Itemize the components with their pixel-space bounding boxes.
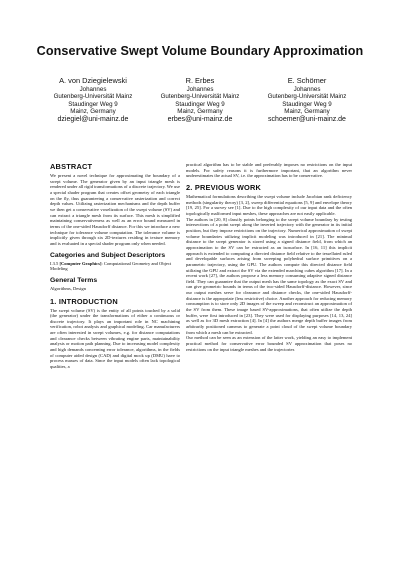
author-email: erbes@uni-mainz.de bbox=[167, 115, 233, 123]
author-email: schoemer@uni-mainz.de bbox=[268, 115, 346, 123]
category-code: I.3.5 bbox=[50, 260, 59, 266]
terms-heading: General Terms bbox=[50, 276, 98, 284]
previous-work-heading: 2. PREVIOUS WORK bbox=[186, 182, 262, 192]
introduction-section bbox=[50, 297, 180, 370]
author-affiliation-line: Mainz, Germany bbox=[284, 108, 330, 116]
author-name: E. Schömer bbox=[287, 76, 327, 85]
abstract-section bbox=[50, 162, 180, 247]
introduction-text: The swept volume (SV) is the entity of all points touched by a solid (the generator) under the transformations of either a continuous or discrete trajectory. It plays an important role in NC machining verification, robot analysis and graphical modeling. Car manufacturers are often interested in swept volumes, e.g. for distance computations and clearance checks between vibrating engine parts, maintainability analysis or motion path planning. Due to increasing model complexity and high demands concerning error tolerance, algorithms, in the fields of computer aided design (CAD) and digital mock up (DMU) have to process masses of data. Since the input models often lack topological qualities, a bbox=[50, 307, 180, 370]
author-affiliation-line: Mainz, Germany bbox=[70, 108, 116, 116]
author-name: A. von Dziegielewski bbox=[59, 76, 127, 85]
categories-heading: Categories and Subject Descriptors bbox=[50, 251, 166, 259]
author-affiliation-line: Gutenberg-Universität Mainz bbox=[267, 93, 347, 101]
author-1 bbox=[40, 76, 146, 124]
right-column bbox=[186, 162, 352, 356]
author-3 bbox=[254, 76, 360, 124]
author-affiliation-line: Staudinger Weg 9 bbox=[175, 100, 225, 108]
previous-work-paragraph: Mathematical formulations describing the swept volume include Jacobian rank deficiency methods (singularity theory) [3, 2], sweep differential equations [5, 9] and envelope theory [19, 25]. For a survey see [1]. Due to the high complexity of our input data and the often topologically malformed input meshes, these approaches are not easily applicable. bbox=[186, 193, 352, 216]
paper-title: Conservative Swept Volume Boundary Approximation bbox=[36, 44, 364, 58]
left-column bbox=[50, 162, 180, 374]
introduction-heading: 1. INTRODUCTION bbox=[50, 296, 118, 306]
terms-section bbox=[50, 277, 180, 292]
author-affiliation-line: Gutenberg-Universität Mainz bbox=[53, 93, 133, 101]
author-name: R. Erbes bbox=[185, 76, 215, 85]
author-2 bbox=[147, 76, 253, 124]
author-affiliation-line: Mainz, Germany bbox=[177, 108, 223, 116]
previous-work-section bbox=[186, 183, 352, 352]
category-rest: : Computational Geometry and Object Modeling bbox=[50, 260, 172, 272]
author-affiliation-line: Staudinger Weg 9 bbox=[282, 100, 332, 108]
intro-continued-text: practical algorithm has to be stable and preferably imposes no restrictions on the input models. For safety reasons it is furthermore important, that an algorithm never underestimates the actual SV, i.e. the approximation has to be conservative. bbox=[186, 162, 352, 179]
terms-text: Algorithms, Design bbox=[50, 285, 86, 291]
abstract-text: We present a novel technique for approximating the boundary of a swept volume. The generator given by an input triangle mesh is rendered under all rigid transformations of a discrete trajectory. We use a special shader program that creates offset geometry of each triangle on the fly, thus guaranteeing a conservative rasterization and correct depth values. Utilizing rasterization mechanisms and the depth buffer we then get a conservative voxelization of the swept volume (SV) and can extract a triangle mesh from its surface. This mesh is simplified maintaining conservativeness as well as an error bound measured in terms of the one-sided Hausdorff distance. For this we introduce a new technique for tolerance volume computation. The tolerance volume is implicitly given through six 2D-textures residing in texture memory and is evaluated in a special shader program only when needed. bbox=[50, 173, 180, 246]
author-affiliation-line: Johannes bbox=[79, 86, 107, 93]
abstract-heading: ABSTRACT bbox=[50, 162, 93, 171]
author-affiliation-line: Gutenberg-Universität Mainz bbox=[160, 93, 240, 101]
categories-section bbox=[50, 252, 180, 272]
category-label: [Computer Graphics] bbox=[59, 260, 102, 266]
categories-text bbox=[50, 261, 180, 272]
author-block bbox=[40, 76, 360, 124]
previous-work-paragraph: Our method can be seen as an extension of the latter work, yielding an easy to implement practical method for conservative error bounded SV approximation that poses no restrictions on the input triangle meshes and the trajectories bbox=[186, 335, 352, 352]
intro-continued bbox=[186, 162, 352, 179]
author-affiliation-line: Johannes bbox=[186, 86, 214, 93]
author-email: dziegiel@uni-mainz.de bbox=[57, 115, 129, 123]
author-affiliation-line: Staudinger Weg 9 bbox=[68, 100, 118, 108]
previous-work-paragraph: The authors in [20, 8] classify points belonging to the swept volume boundary by testing intersections of a point swept along the inverted trajectory with the generator in its initial position, but they impose restrictions on the trajectory. Numerical approximation of swept volume boundaries utilizing implicit modeling was introduced in [21]. The minimal distance to the swept generator is stored using a signed distance field, from which an approximation to the SV can be extracted as an isosurface. In [16, 11] this implicit approach is extended to computing a directed distance field relative to the tessellated ruled and developable surfaces arising from sweeping polyhedral surface primitives on a parametric trajectory, using the GPU. The authors compute this directed distance field utilizing the GPU and extract the SV via the extended marching cubes algorithm [17]. In a recent work [27], the authors propose a less memory consuming adaptive signed distance field. They can guarantee that the output mesh has the same topology as the exact SV and can give geometric bounds in terms of the two-sided Hausdorff-distance. However, since our output meshes serve for clearance and distance checks, the one-sided Hausdorff-distance is the appropriate (less restrictive) choice. Another approach for reducing memory consumption is to store only 2D images of the sweep and reconstruct an approximation of the SV from them. These image based SV-approximations, that often utilize the depth buffer, were first introduced in [23]. They were used for displaying purposes [14, 13, 24] as well as for 3D mesh extraction [4]. In [4] the authors merge depth buffer images from arbitrarily positioned cameras to generate a point cloud of the swept volume boundary from which a mesh can be extracted. bbox=[186, 216, 352, 335]
author-affiliation-line: Johannes bbox=[293, 86, 321, 93]
